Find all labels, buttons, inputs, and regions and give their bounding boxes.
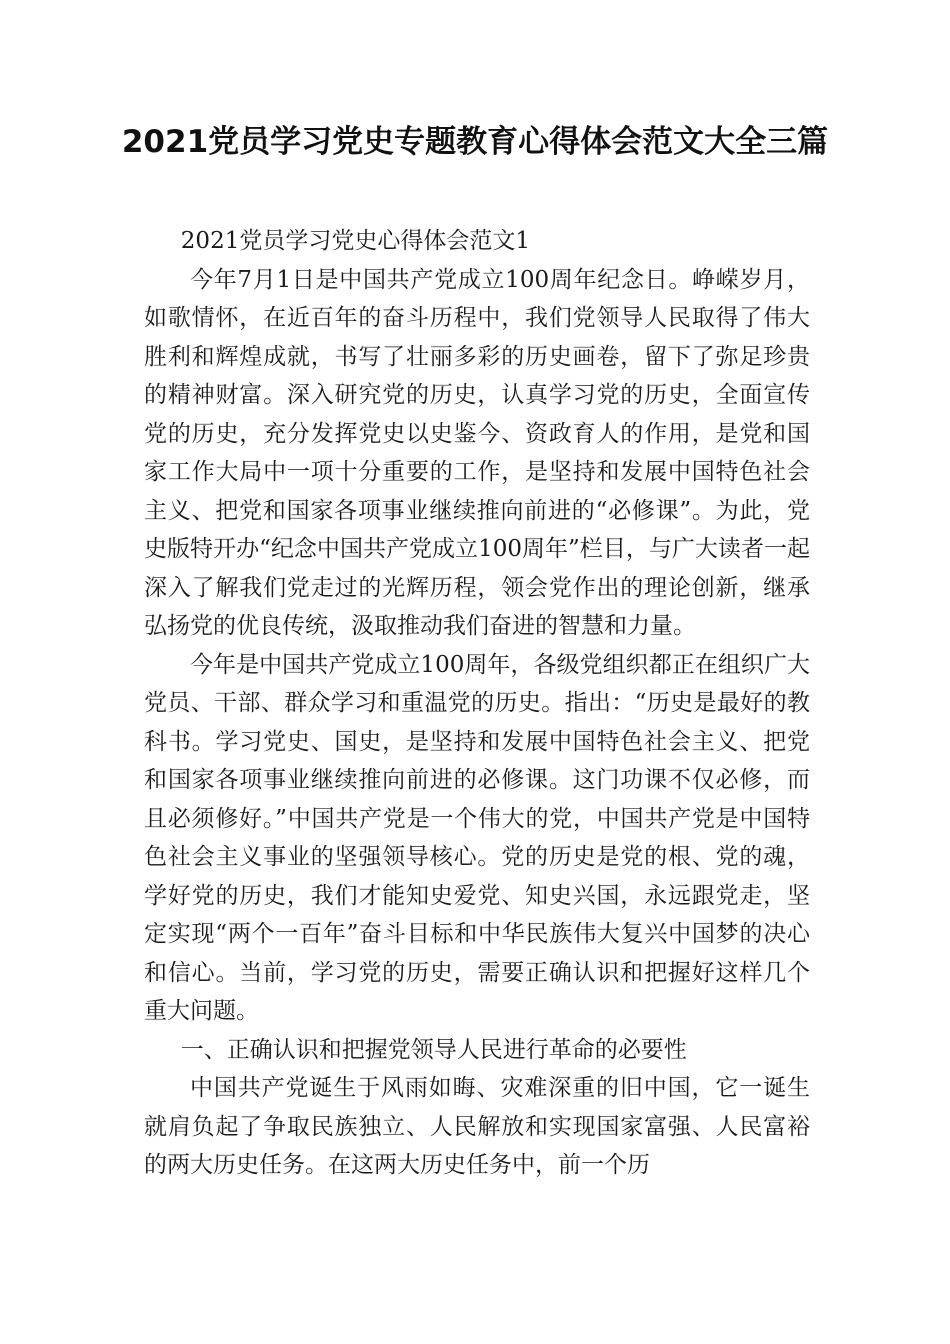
article-subheading: 2021党员学习党史心得体会范文1 xyxy=(180,228,530,254)
body-paragraph-2: 今年是中国共产党成立100周年，各级党组织都正在组织广大党员、干部、群众学习和重温党的历史。指出：“历史是最好的教科书。学习党史、国史，是坚持和发展中国特色社会主义、把党和国家各项事业继续推向前进的必修课。这门功课不仅必修，而且必须修好。”中国共产党是一个伟大的党，中国共产党是中国特色社会主义事业的坚强领导核心。党的历史是党的根、党的魂，学好党的历史，我们才能知史爱党、知史兴国，永远跟党走，坚定实现“两个一百年”奋斗目标和中华民族伟大复兴中国梦的决心和信心。当前，学习党的历史，需要正确认识和把握好这样几个重大问题。 xyxy=(144,651,810,1024)
section-heading: 一、正确认识和把握党领导人民进行革命的必要性 xyxy=(180,1036,687,1063)
body-paragraph-1: 今年7月1日是中国共产党成立100周年纪念日。峥嵘岁月，如歌情怀，在近百年的奋斗历程中，我们党领导人民取得了伟大胜利和辉煌成就，书写了壮丽多彩的历史画卷，留下了弥足珍贵的精神财富。深入研究党的历史，认真学习党的历史，全面宣传党的历史，充分发挥党史以史鉴今、资政育人的作用，是党和国家工作大局中一项十分重要的工作，是坚持和发展中国特色社会主义、把党和国家各项事业继续推向前进的“必修课”。为此，党史版特开办“纪念中国共产党成立100周年”栏目，与广大读者一起深入了解我们党走过的光辉历程，领会党作出的理论创新，继承弘扬党的优良传统，汲取推动我们奋进的智慧和力量。 xyxy=(144,266,810,639)
section-paragraph: 中国共产党诞生于风雨如晦、灾难深重的旧中国，它一诞生就肩负起了争取民族独立、人民解放和实现国家富强、人民富裕的两大历史任务。在这两大历史任务中，前一个历 xyxy=(144,1075,810,1178)
document-body xyxy=(144,222,810,1185)
document-title: 2021党员学习党史专题教育心得体会范文大全三篇 xyxy=(121,124,829,160)
